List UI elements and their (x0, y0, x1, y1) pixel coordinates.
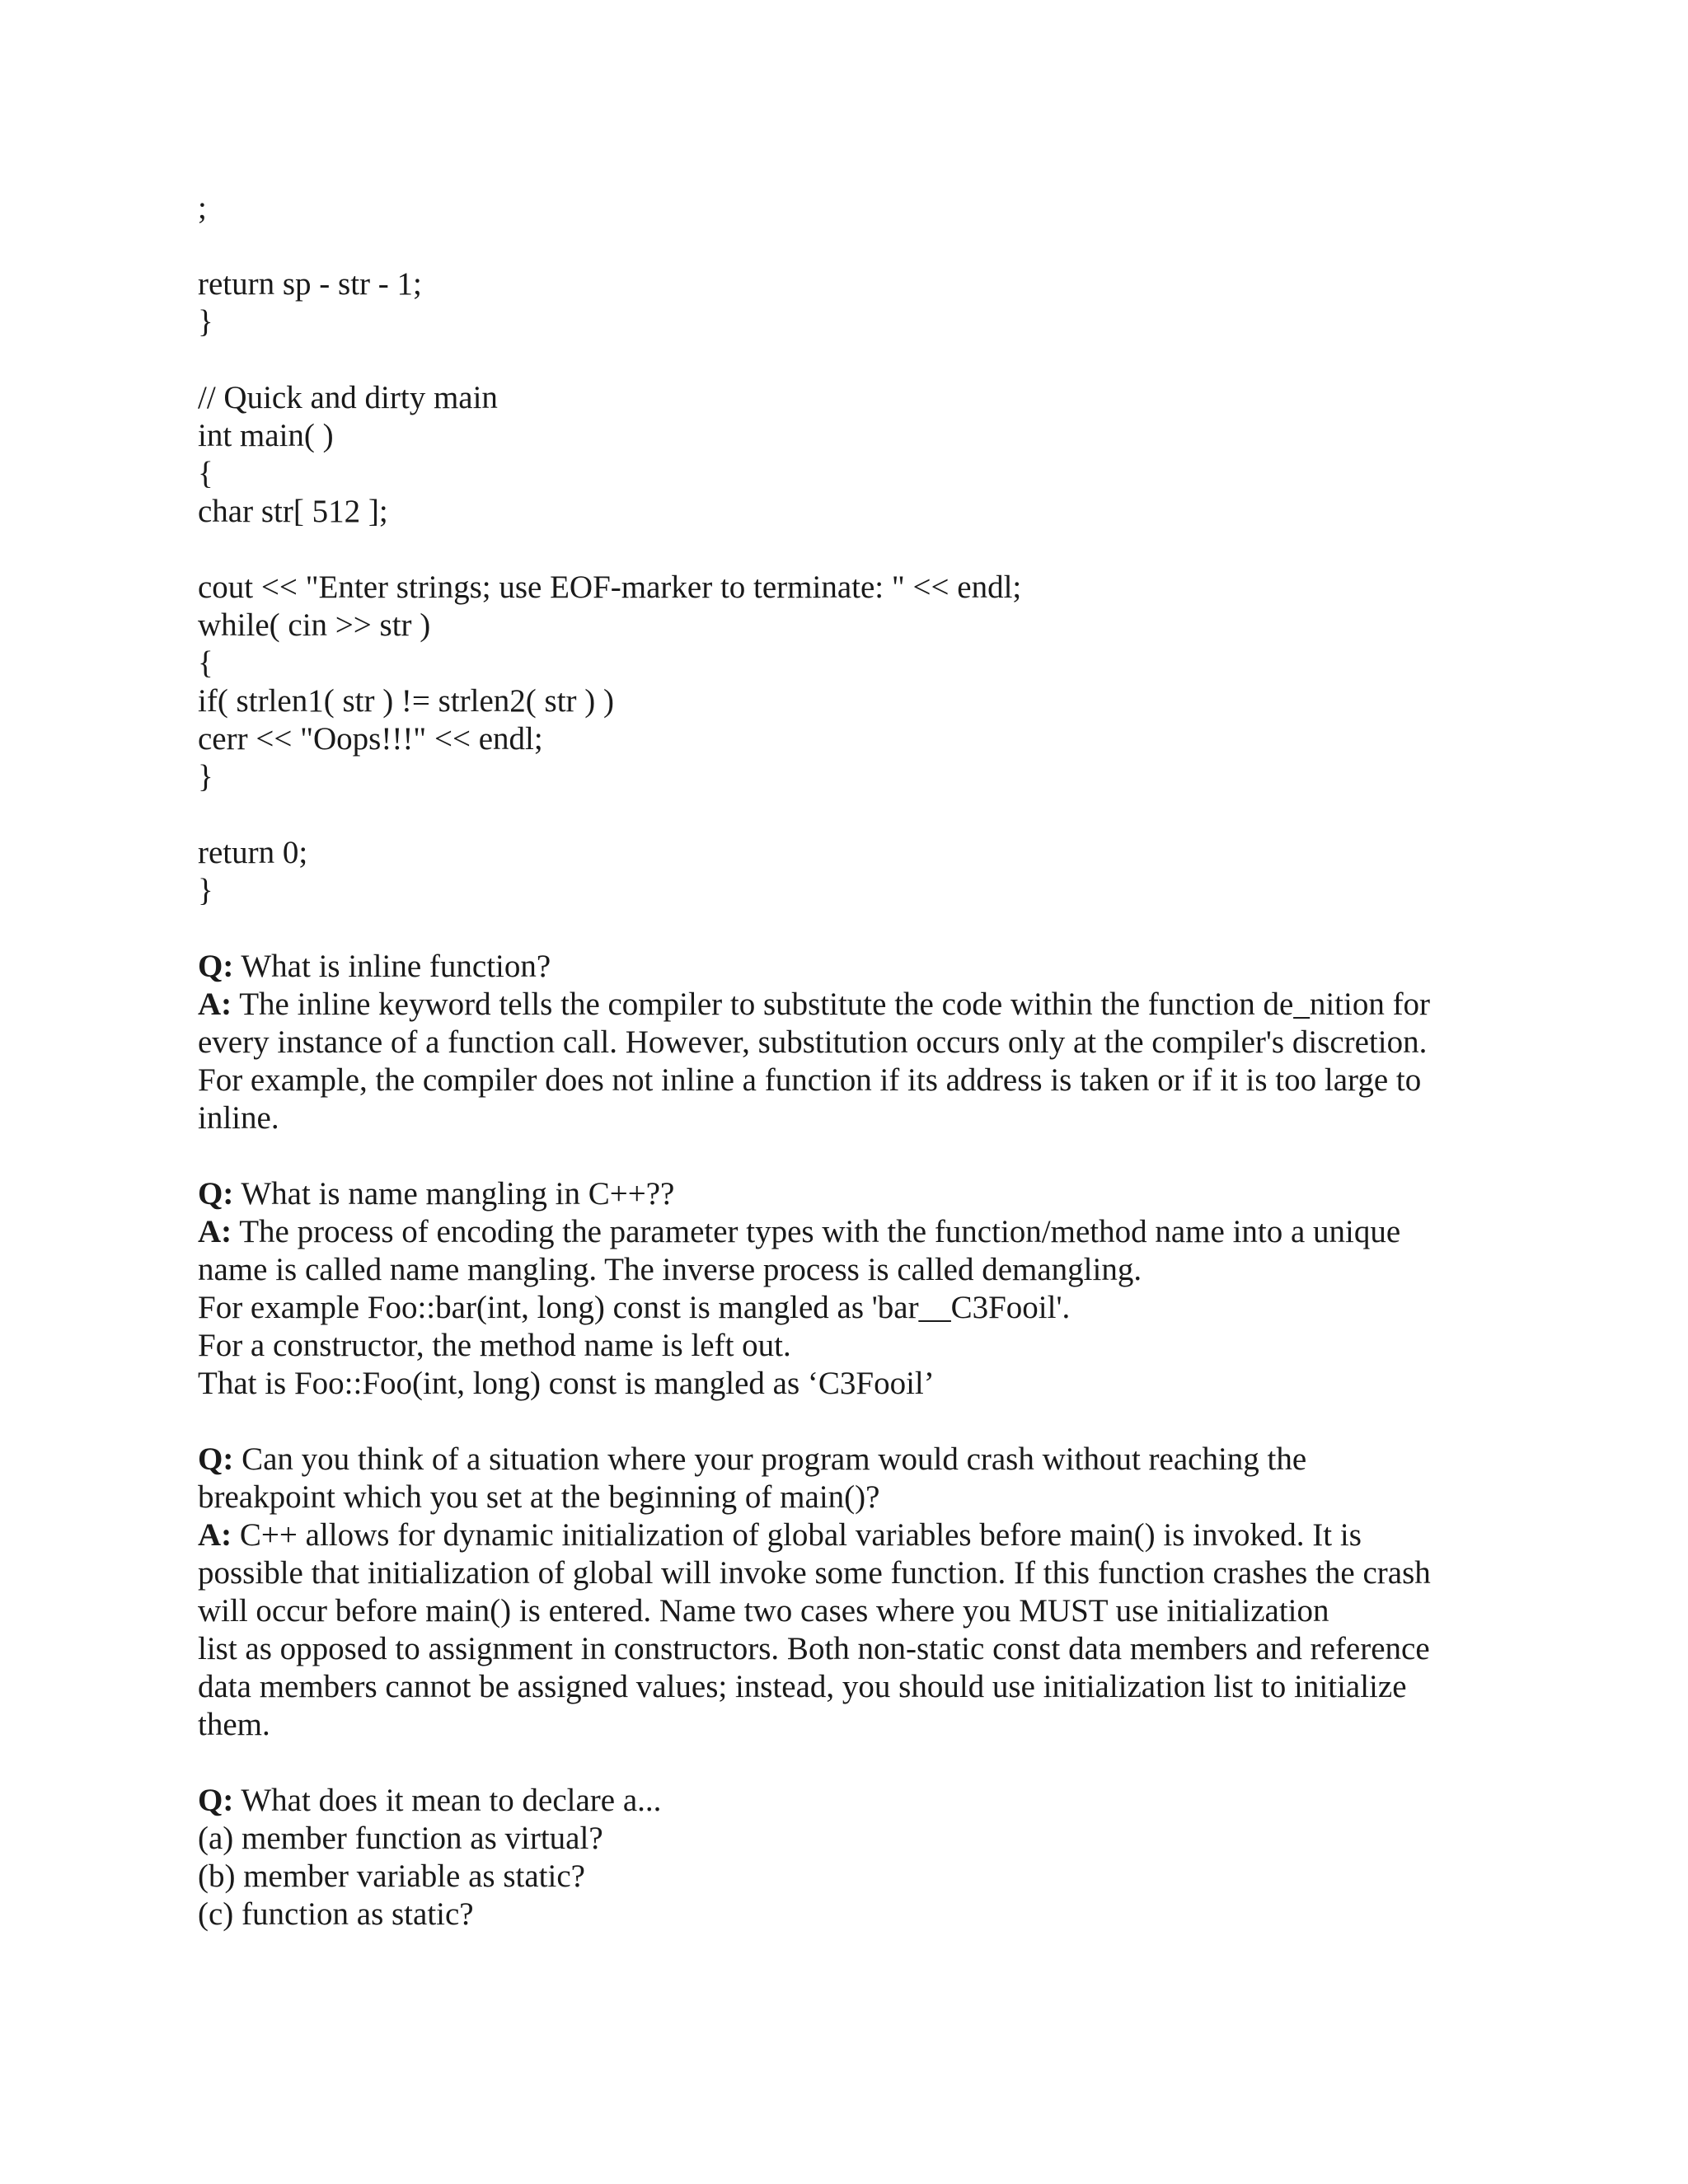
code-snippet (198, 190, 1517, 910)
qa-crash-before-main (198, 1441, 1517, 1744)
code-line: cout << "Enter strings; use EOF-marker to terminate: " << endl; (198, 569, 1022, 605)
question-tag: Q: (198, 1783, 234, 1818)
code-line: return sp - str - 1; (198, 266, 422, 302)
spacer (198, 910, 1517, 948)
question-line: Q: Can you think of a situation where your program would crash without reaching the (198, 1441, 1307, 1477)
answer-line: them. (198, 1707, 270, 1742)
code-line: } (198, 304, 213, 340)
code-line (198, 227, 1517, 265)
spacer (198, 1137, 1517, 1175)
question-line: Q: What is name mangling in C++?? (198, 1176, 675, 1212)
code-line (198, 531, 1517, 569)
answer-line: For example Foo::bar(int, long) const is mangled as 'bar__C3Fooil'. (198, 1290, 1071, 1325)
answer-tag: A: (198, 987, 232, 1022)
code-line: char str[ 512 ]; (198, 494, 388, 529)
question-line: breakpoint which you set at the beginning of main()? (198, 1479, 880, 1515)
answer-line: A: C++ allows for dynamic initialization of global variables before main() is invoked. It is (198, 1517, 1362, 1553)
code-line: ; (198, 190, 207, 226)
code-line: } (198, 759, 213, 794)
code-line (198, 796, 1517, 834)
answer-line: For example, the compiler does not inline a function if its address is taken or if it is too large to (198, 1062, 1422, 1098)
qa-inline-function (198, 948, 1517, 1137)
answer-tag: A: (198, 1214, 232, 1249)
code-line: if( strlen1( str ) != strlen2( str ) ) (198, 683, 615, 719)
qa-declare-meaning (198, 1782, 1517, 1933)
answer-line: name is called name mangling. The inverse process is called demangling. (198, 1252, 1142, 1287)
answer-tag: A: (198, 1517, 232, 1553)
question-line: Q: What does it mean to declare a... (198, 1783, 662, 1818)
code-line: int main( ) (198, 418, 334, 453)
question-line: Q: What is inline function? (198, 949, 551, 984)
answer-line: That is Foo::Foo(int, long) const is mangled as ‘C3Fooil’ (198, 1366, 935, 1401)
spacer (198, 1403, 1517, 1441)
answer-line: list as opposed to assignment in constructors. Both non-static const data members and reference (198, 1631, 1430, 1666)
answer-line: A: The inline keyword tells the compiler to substitute the code within the function de_nition for (198, 987, 1431, 1022)
code-line: // Quick and dirty main (198, 380, 498, 415)
answer-line: inline. (198, 1100, 279, 1136)
question-line: (b) member variable as static? (198, 1858, 585, 1894)
question-line: (c) function as static? (198, 1896, 474, 1932)
spacer (198, 1744, 1517, 1782)
qa-name-mangling (198, 1175, 1517, 1403)
code-line: while( cin >> str ) (198, 607, 431, 643)
code-line: { (198, 645, 213, 681)
answer-line: every instance of a function call. However, substitution occurs only at the compiler's discretion. (198, 1024, 1428, 1060)
code-line: { (198, 456, 213, 491)
document-page (198, 190, 1517, 1933)
answer-line: will occur before main() is entered. Name two cases where you MUST use initialization (198, 1593, 1329, 1629)
code-line: } (198, 873, 213, 908)
question-tag: Q: (198, 1176, 234, 1212)
question-line: (a) member function as virtual? (198, 1821, 603, 1856)
answer-line: For a constructor, the method name is left out. (198, 1328, 791, 1363)
question-tag: Q: (198, 1441, 234, 1477)
answer-line: data members cannot be assigned values; instead, you should use initialization list to initialize (198, 1669, 1407, 1704)
answer-line: possible that initialization of global will invoke some function. If this function crashes the crash (198, 1555, 1431, 1591)
question-tag: Q: (198, 949, 234, 984)
code-line (198, 341, 1517, 379)
code-line: cerr << "Oops!!!" << endl; (198, 721, 543, 757)
answer-line: A: The process of encoding the parameter types with the function/method name into a unique (198, 1214, 1401, 1249)
code-line: return 0; (198, 835, 308, 870)
